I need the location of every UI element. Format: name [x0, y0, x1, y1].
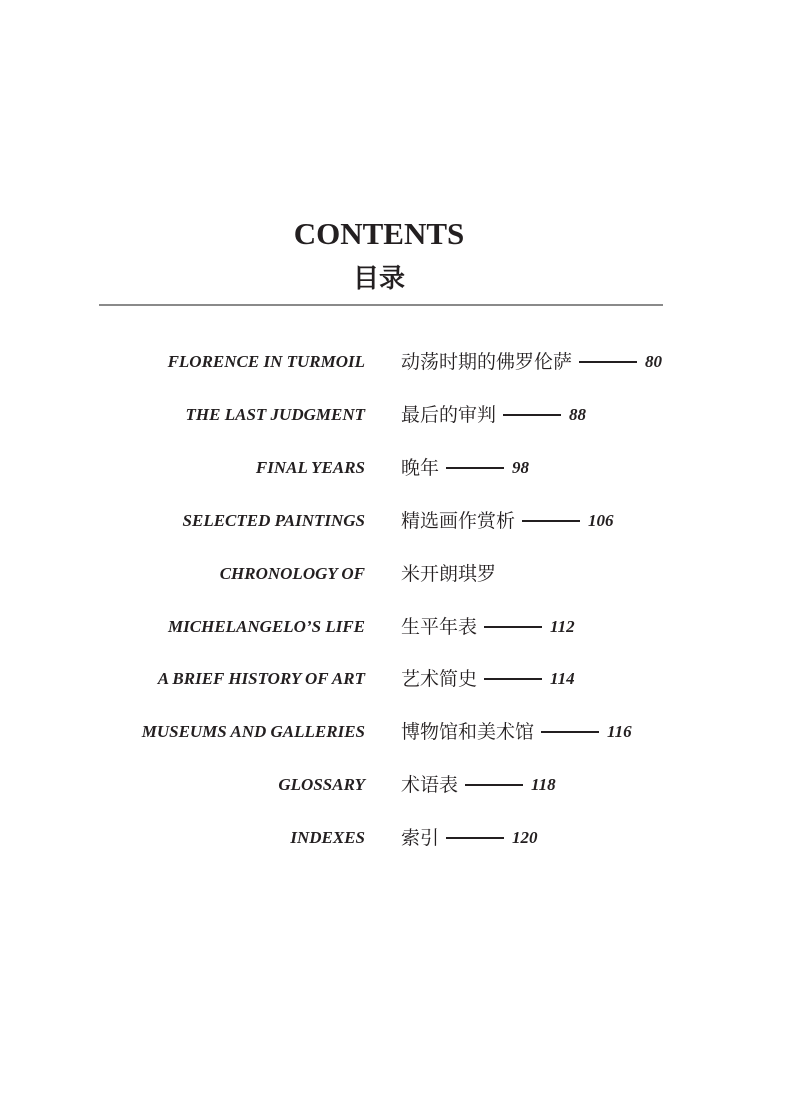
toc-entry-page-number: 112 — [550, 617, 575, 636]
toc-entry-cn-group — [401, 770, 556, 800]
toc-entry-page-number: 120 — [512, 828, 538, 847]
toc-entry[interactable] — [0, 400, 790, 430]
toc-entry[interactable] — [0, 453, 790, 483]
toc-entry-cn-group — [401, 453, 529, 483]
leader-dash — [446, 467, 504, 469]
leader-dash — [465, 784, 523, 786]
toc-entry-title-en: FLORENCE IN TURMOIL — [167, 352, 365, 371]
toc-entry-cn-group — [401, 400, 586, 430]
leader-dash — [522, 520, 580, 522]
leader-dash — [484, 626, 542, 628]
toc-entry-title-en: GLOSSARY — [278, 775, 365, 794]
toc-entry[interactable] — [0, 506, 790, 536]
leader-dash — [541, 731, 599, 733]
toc-entry-title-cn: 术语表 — [401, 774, 459, 796]
toc-entry-title-en: SELECTED PAINTINGS — [182, 511, 365, 530]
leader-dash — [446, 837, 504, 839]
toc-entry-cn-group — [401, 664, 575, 694]
leader-dash — [579, 361, 637, 363]
toc-entry[interactable] — [0, 770, 790, 800]
toc-entry-cn-group — [401, 559, 496, 589]
toc-entry-title-en: THE LAST JUDGMENT — [185, 405, 365, 424]
toc-entry-title-cn: 精选画作赏析 — [401, 510, 516, 532]
contents-title-en: CONTENTS — [293, 216, 465, 251]
toc-entry-page-number: 106 — [588, 511, 614, 530]
toc-entry-page-number: 88 — [569, 405, 587, 424]
toc-entry-page-number: 80 — [645, 352, 663, 371]
toc-entry-title-cn: 晚年 — [401, 457, 440, 479]
toc-entry-title-en: CHRONOLOGY OF — [219, 564, 365, 583]
toc-entry-title-cn: 最后的审判 — [401, 404, 497, 426]
leader-dash — [503, 414, 561, 416]
toc-entry[interactable] — [0, 717, 790, 747]
toc-entry-title-cn: 米开朗琪罗 — [401, 563, 497, 585]
toc-entry-cn-group — [401, 612, 575, 642]
toc-entry-title-cn: 索引 — [401, 827, 440, 849]
toc-entry-cn-group — [401, 506, 614, 536]
toc-entry-cn-group — [401, 823, 538, 853]
toc-entry-title-en: A BRIEF HISTORY OF ART — [157, 669, 365, 688]
toc-entry-title-en: FINAL YEARS — [255, 458, 365, 477]
toc-entry-page-number: 114 — [550, 669, 575, 688]
toc-entry-cn-group — [401, 717, 632, 747]
toc-entry[interactable] — [0, 823, 790, 853]
toc-entry-title-cn: 动荡时期的佛罗伦萨 — [401, 351, 573, 373]
toc-entry-cn-group — [401, 347, 662, 377]
toc-entry[interactable] — [0, 347, 790, 377]
toc-entry-page-number: 118 — [531, 775, 556, 794]
toc-entry[interactable] — [0, 559, 790, 589]
toc-entry-title-en: MICHELANGELO’S LIFE — [168, 617, 365, 636]
toc-entry-title-cn: 艺术简史 — [401, 668, 478, 690]
toc-entry-title-cn: 生平年表 — [401, 616, 478, 638]
leader-dash — [484, 678, 542, 680]
toc-entry-page-number: 98 — [512, 458, 530, 477]
toc-entry[interactable] — [0, 612, 790, 642]
toc-entry[interactable] — [0, 664, 790, 694]
toc-entry-title-en: INDEXES — [290, 828, 365, 847]
toc-entry-title-cn: 博物馆和美术馆 — [401, 721, 535, 743]
contents-title-cn: 目录 — [352, 264, 405, 294]
toc-entry-page-number: 116 — [607, 722, 632, 741]
toc-entry-title-en: MUSEUMS AND GALLERIES — [141, 722, 365, 741]
